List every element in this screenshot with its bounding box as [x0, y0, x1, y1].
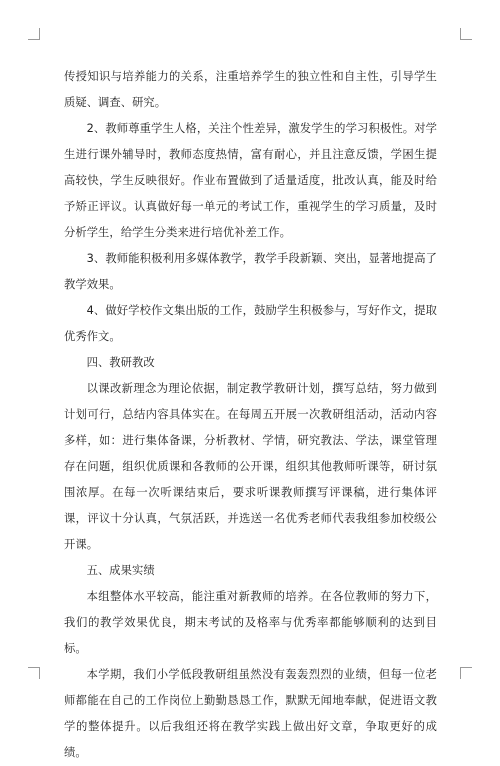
- paragraph-continuation: 传授知识与培养能力的关系，注重培养学生的独立性和自主性，引导学生质疑、调查、研究。: [64, 70, 437, 109]
- document-body: [64, 64, 437, 766]
- crop-mark-top-right: [460, 28, 472, 40]
- paragraph-item-4: 4、做好学校作文集出版的工作，鼓励学生积极参与，写好作文，提取优秀作文。: [64, 304, 437, 343]
- paragraph-research: 以课改新理念为理论依据，制定教学教研计划，撰写总结，努力做到计划可行，总结内容具体实在。在每周五开展一次教研组活动，活动内容多样，如：进行集体备课，分析教材、学情，研究教法、学法，课堂管理存在问题，组织优质课和各教师的公开课，组织其他教师听课等，研讨氛围浓厚。在每一次听课结束后，要求听课教师撰写评课稿，进行集体评课，评议十分认真，气氛活跃，并选送一名优秀老师代表我组参加校级公开课。: [64, 382, 437, 551]
- crop-mark-top-left: [28, 28, 40, 40]
- paragraph-item-3: 3、教师能积极利用多媒体教学，教学手段新颖、突出，显著地提高了教学效果。: [64, 252, 437, 291]
- paragraph-item-2: 2、教师尊重学生人格，关注个性差异，激发学生的学习积极性。对学生进行课外辅导时，教师态度热情，富有耐心，并且注意反馈，学困生提高较快，学生反映很好。作业布置做到了适量适度，批改认真，能及时给予矫正评议。认真做好每一单元的考试工作，重视学生的学习质量，及时分析学生，给学生分类来进行培优补差工作。: [64, 122, 437, 239]
- crop-mark-bottom-left: [28, 667, 40, 679]
- paragraph-results: 本组整体水平较高，能注重对新教师的培养。在各位教师的努力下，我们的教学效果优良，期末考试的及格率与优秀率都能够顺利的达到目标。: [64, 590, 437, 655]
- paragraph-conclusion: 本学期，我们小学低段教研组虽然没有轰轰烈烈的业绩，但每一位老师都能在自己的工作岗位上勤勤恳恳工作，默默无闻地奉献，促进语文教学的整体提升。以后我组还将在教学实践上做出好文章，争取更好的成绩。: [64, 668, 437, 759]
- crop-mark-bottom-right: [460, 667, 472, 679]
- section-heading-results: 五、成果实绩: [86, 564, 155, 577]
- section-heading-research: 四、教研教改: [86, 356, 155, 369]
